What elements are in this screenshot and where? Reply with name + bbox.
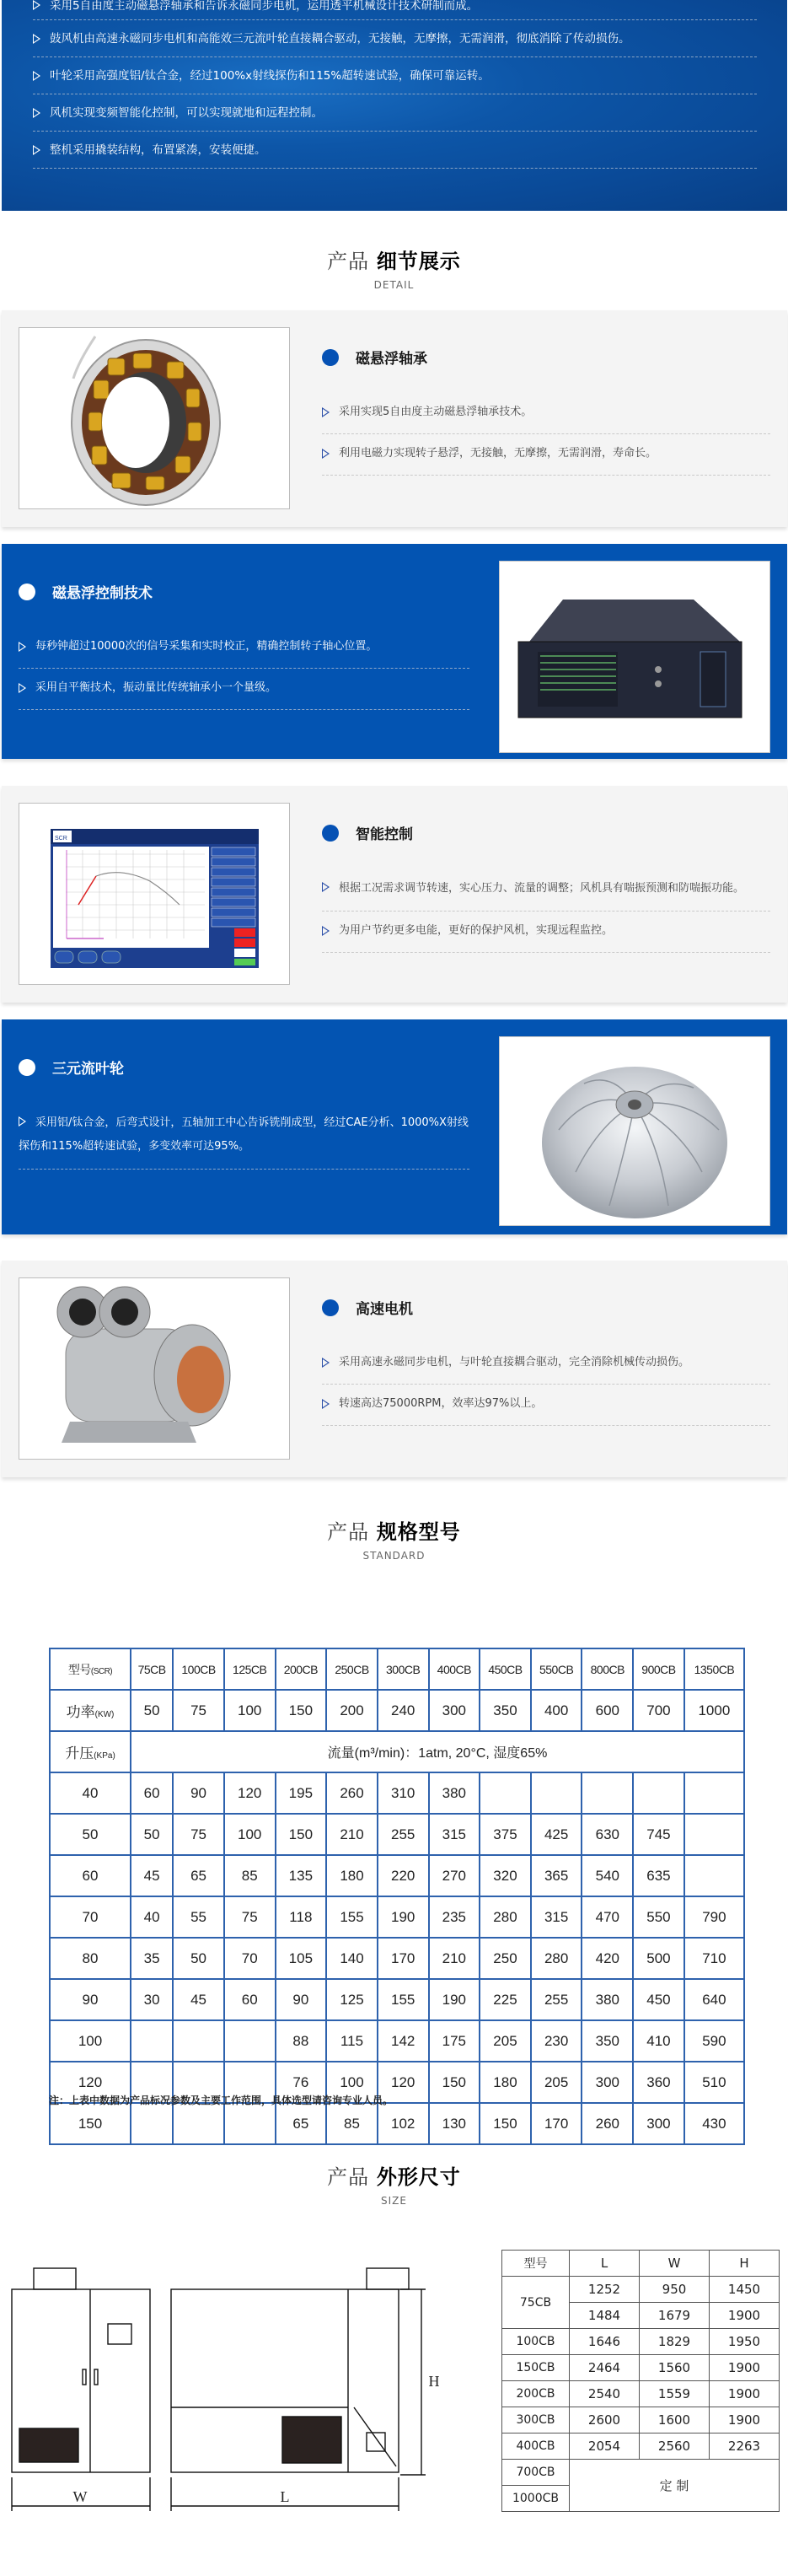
size-header-cell: W xyxy=(640,2251,710,2277)
power-cell: 400 xyxy=(531,1690,582,1731)
power-cell: 50 xyxy=(131,1690,173,1731)
detail-bullet: 根据工况需求调节转速，实心压力、流量的调整；风机具有喘振预测和防喘振功能。 xyxy=(322,869,770,912)
svg-text:SCR: SCR xyxy=(55,836,67,842)
flow-cell: 350 xyxy=(582,2020,633,2062)
flow-cell: 260 xyxy=(326,1772,378,1814)
flow-row xyxy=(50,2103,744,2144)
triangle-bullet-icon xyxy=(322,1358,330,1368)
size-table xyxy=(501,2250,780,2512)
heading-light: 产品 xyxy=(327,250,370,273)
flow-cell: 130 xyxy=(429,2103,480,2144)
detail-bullet: 每秒钟超过10000次的信号采集和实时校正，精确控制转子轴心位置。 xyxy=(19,627,469,669)
size-model-cell: 700CB xyxy=(502,2460,570,2486)
flow-cell: 175 xyxy=(429,2020,480,2062)
pressure-cell: 50 xyxy=(50,1814,131,1855)
detail-bullet: 采用高速永磁同步电机，与叶轮直接耦合驱动，完全消除机械传动损伤。 xyxy=(322,1343,770,1385)
triangle-bullet-icon xyxy=(33,108,40,118)
triangle-bullet-icon xyxy=(19,1116,26,1127)
flow-cell: 500 xyxy=(633,1938,684,1979)
pressure-cell: 150 xyxy=(50,2103,131,2144)
flow-cell: 315 xyxy=(429,1814,480,1855)
flow-cell xyxy=(684,1855,744,1896)
cabinet-illustration xyxy=(500,562,770,753)
model-cell: 100CB xyxy=(173,1648,224,1690)
feature-item: 叶轮采用高强度铝/钛合金，经过100%x射线探伤和115%超转速试验，确保可靠运转。 xyxy=(33,57,757,94)
detail-card-control-tech xyxy=(2,544,787,759)
magnetic-bearing-image xyxy=(19,327,290,509)
flow-cell: 230 xyxy=(531,2020,582,2062)
detail-section-heading xyxy=(0,245,788,291)
flow-cell xyxy=(531,1772,582,1814)
heading-subtitle: SIZE xyxy=(381,2195,407,2207)
detail-text xyxy=(322,822,770,953)
flow-cell: 210 xyxy=(326,1814,378,1855)
power-cell: 300 xyxy=(429,1690,480,1731)
dimension-drawing xyxy=(8,2260,480,2513)
flow-cell: 250 xyxy=(480,1938,531,1979)
flow-cell: 155 xyxy=(326,1896,378,1938)
flow-cell: 115 xyxy=(326,2020,378,2062)
size-row xyxy=(502,2433,780,2460)
flow-cell: 65 xyxy=(276,2103,327,2144)
triangle-bullet-icon xyxy=(33,34,40,44)
flow-row xyxy=(50,1896,744,1938)
flow-row xyxy=(50,1814,744,1855)
detail-text xyxy=(19,581,469,710)
size-model-cell: 75CB xyxy=(502,2277,570,2329)
model-cell: 400CB xyxy=(429,1648,480,1690)
detail-text xyxy=(322,1297,770,1426)
size-model-cell: 400CB xyxy=(502,2433,570,2460)
table-note: 注：上表中数据为产品标况参数及主要工作范围，具体选型请咨询专业人员。 xyxy=(49,2095,394,2106)
standard-section-heading xyxy=(0,1515,788,1562)
flow-cell: 210 xyxy=(429,1938,480,1979)
width-label: W xyxy=(72,2488,88,2505)
model-cell: 450CB xyxy=(480,1648,531,1690)
flow-cell: 135 xyxy=(276,1855,327,1896)
heading-subtitle: STANDARD xyxy=(362,1550,426,1562)
flow-cell: 380 xyxy=(582,1979,633,2020)
detail-title: 智能控制 xyxy=(356,826,413,843)
flow-row xyxy=(50,1772,744,1814)
detail-bullet: 转速高达75000RPM，效率达97%以上。 xyxy=(322,1385,770,1426)
flow-cell xyxy=(224,2020,276,2062)
power-cell: 1000 xyxy=(684,1690,744,1731)
flow-cell: 260 xyxy=(582,2103,633,2144)
flow-cell: 50 xyxy=(173,1938,224,1979)
detail-bullet: 为用户节约更多电能，更好的保护风机，实现远程监控。 xyxy=(322,912,770,953)
model-cell: 300CB xyxy=(378,1648,429,1690)
size-value-cell: 2560 xyxy=(640,2433,710,2460)
size-value-cell: 2054 xyxy=(570,2433,640,2460)
dot-icon xyxy=(19,583,35,600)
size-value-cell: 1484 xyxy=(570,2303,640,2329)
size-model-cell: 200CB xyxy=(502,2381,570,2407)
flow-cell: 150 xyxy=(276,1814,327,1855)
flow-cell: 55 xyxy=(173,1896,224,1938)
detail-title: 磁悬浮控制技术 xyxy=(52,585,153,602)
detail-bullet: 采用铝/钛合金，后弯式设计，五轴加工中心告诉铣削成型，经过CAE分析、1000%X射线探伤和115%超转速试验，多变效率可达95%。 xyxy=(19,1103,469,1170)
dot-icon xyxy=(322,1299,339,1316)
heading-light: 产品 xyxy=(327,1520,370,1544)
size-value-cell: 1600 xyxy=(640,2407,710,2433)
feature-item: 整机采用撬装结构，布置紧凑，安装便捷。 xyxy=(33,132,757,169)
flow-cell: 195 xyxy=(276,1772,327,1814)
size-value-cell: 950 xyxy=(640,2277,710,2303)
triangle-bullet-icon xyxy=(322,449,330,459)
model-row: 型号(SCR) 75CB 100CB 125CB 200CB 250CB 300CB 400CB 450CB 550CB 800CB 900CB 1350CB xyxy=(50,1648,744,1690)
model-cell: 800CB xyxy=(582,1648,633,1690)
power-cell: 350 xyxy=(480,1690,531,1731)
model-cell: 200CB xyxy=(276,1648,327,1690)
flow-cell: 60 xyxy=(131,1772,173,1814)
flow-cell: 205 xyxy=(480,2020,531,2062)
flow-header: 流量(m³/min)：1atm, 20°C, 湿度65% xyxy=(131,1731,744,1772)
flow-cell: 102 xyxy=(378,2103,429,2144)
flow-cell: 170 xyxy=(378,1938,429,1979)
flow-cell: 45 xyxy=(173,1979,224,2020)
flow-cell: 360 xyxy=(633,2062,684,2103)
flow-cell: 120 xyxy=(378,2062,429,2103)
power-cell: 200 xyxy=(326,1690,378,1731)
detail-bullet: 采用实现5自由度主动磁悬浮轴承技术。 xyxy=(322,393,770,434)
flow-cell: 180 xyxy=(480,2062,531,2103)
flow-cell: 100 xyxy=(326,2062,378,2103)
pressure-cell: 120 xyxy=(50,2062,131,2103)
flow-cell: 90 xyxy=(276,1979,327,2020)
flow-header-row: 升压(KPa) 流量(m³/min)：1atm, 20°C, 湿度65% xyxy=(50,1731,744,1772)
detail-bullet: 利用电磁力实现转子悬浮，无接触，无摩擦，无需润滑，寿命长。 xyxy=(322,434,770,476)
detail-title: 磁悬浮轴承 xyxy=(356,351,427,368)
power-cell: 75 xyxy=(173,1690,224,1731)
flow-cell xyxy=(684,1772,744,1814)
flow-cell: 40 xyxy=(131,1896,173,1938)
size-value-cell: 1900 xyxy=(710,2303,780,2329)
flow-cell: 280 xyxy=(480,1896,531,1938)
flow-cell: 75 xyxy=(224,1896,276,1938)
flow-cell: 320 xyxy=(480,1855,531,1896)
size-row xyxy=(502,2460,780,2486)
flow-cell: 640 xyxy=(684,1979,744,2020)
dot-icon xyxy=(19,1059,35,1076)
flow-cell: 540 xyxy=(582,1855,633,1896)
size-row xyxy=(502,2277,780,2303)
flow-cell: 118 xyxy=(276,1896,327,1938)
flow-cell: 220 xyxy=(378,1855,429,1896)
power-cell: 600 xyxy=(582,1690,633,1731)
flow-cell: 365 xyxy=(531,1855,582,1896)
size-value-cell: 2540 xyxy=(570,2381,640,2407)
motor-illustration xyxy=(19,1278,290,1460)
flow-cell: 90 xyxy=(173,1772,224,1814)
flow-cell xyxy=(173,2020,224,2062)
hmi-illustration xyxy=(19,804,290,985)
flow-cell: 630 xyxy=(582,1814,633,1855)
pressure-cell: 70 xyxy=(50,1896,131,1938)
flow-cell: 470 xyxy=(582,1896,633,1938)
flow-cell: 310 xyxy=(378,1772,429,1814)
power-row: 功率(KW) 50 75 100 150 200 240 300 350 400 600 700 1000 xyxy=(50,1690,744,1731)
power-cell: 240 xyxy=(378,1690,429,1731)
hmi-screen-image xyxy=(19,803,290,985)
model-cell: 250CB xyxy=(326,1648,378,1690)
flow-cell: 85 xyxy=(224,1855,276,1896)
flow-cell xyxy=(582,1772,633,1814)
custom-cell: 定 制 xyxy=(570,2460,780,2512)
dot-icon xyxy=(322,825,339,842)
dot-icon xyxy=(322,349,339,366)
size-model-cell: 150CB xyxy=(502,2355,570,2381)
size-value-cell: 1900 xyxy=(710,2381,780,2407)
size-value-cell: 1950 xyxy=(710,2329,780,2355)
flow-cell: 710 xyxy=(684,1938,744,1979)
flow-cell: 190 xyxy=(378,1896,429,1938)
flow-cell: 105 xyxy=(276,1938,327,1979)
heading-bold: 外形尺寸 xyxy=(376,2165,461,2189)
power-cell: 150 xyxy=(276,1690,327,1731)
flow-cell: 420 xyxy=(582,1938,633,1979)
flow-cell: 255 xyxy=(378,1814,429,1855)
size-value-cell: 1900 xyxy=(710,2355,780,2381)
feature-item: 采用5自由度主动磁悬浮轴承和告诉永磁同步电机，运用透平机械设计技术研制而成。 xyxy=(33,0,757,20)
flow-cell: 255 xyxy=(531,1979,582,2020)
size-header-cell: 型号 xyxy=(502,2251,570,2277)
triangle-bullet-icon xyxy=(19,683,26,693)
flow-cell xyxy=(684,1814,744,1855)
flow-cell xyxy=(131,2020,173,2062)
model-cell: 900CB xyxy=(633,1648,684,1690)
flow-cell: 635 xyxy=(633,1855,684,1896)
heading-subtitle: DETAIL xyxy=(373,279,415,291)
triangle-bullet-icon xyxy=(33,71,40,81)
size-value-cell: 1900 xyxy=(710,2407,780,2433)
detail-card-high-speed-motor xyxy=(2,1261,787,1477)
triangle-bullet-icon xyxy=(33,0,40,10)
motor-image xyxy=(19,1277,290,1460)
flow-cell: 88 xyxy=(276,2020,327,2062)
flow-cell: 270 xyxy=(429,1855,480,1896)
flow-cell: 235 xyxy=(429,1896,480,1938)
pressure-cell: 100 xyxy=(50,2020,131,2062)
pressure-cell: 40 xyxy=(50,1772,131,1814)
size-value-cell: 1559 xyxy=(640,2381,710,2407)
model-cell: 1350CB xyxy=(684,1648,744,1690)
flow-cell: 60 xyxy=(224,1979,276,2020)
flow-cell: 300 xyxy=(582,2062,633,2103)
feature-banner xyxy=(2,0,787,211)
power-cell: 700 xyxy=(633,1690,684,1731)
flow-cell: 140 xyxy=(326,1938,378,1979)
triangle-bullet-icon xyxy=(19,642,26,652)
flow-cell: 75 xyxy=(173,1814,224,1855)
flow-cell: 380 xyxy=(429,1772,480,1814)
size-header-row xyxy=(502,2251,780,2277)
flow-row xyxy=(50,1979,744,2020)
triangle-bullet-icon xyxy=(322,882,330,892)
flow-cell: 155 xyxy=(378,1979,429,2020)
detail-card-magnetic-bearing xyxy=(2,310,787,527)
flow-cell: 450 xyxy=(633,1979,684,2020)
impeller-image xyxy=(499,1036,770,1226)
length-label: L xyxy=(280,2488,290,2505)
flow-cell: 150 xyxy=(429,2062,480,2103)
triangle-bullet-icon xyxy=(322,407,330,417)
flow-cell: 190 xyxy=(429,1979,480,2020)
flow-cell: 45 xyxy=(131,1855,173,1896)
model-cell: 75CB xyxy=(131,1648,173,1690)
flow-cell: 65 xyxy=(173,1855,224,1896)
flow-cell: 425 xyxy=(531,1814,582,1855)
heading-bold: 细节展示 xyxy=(376,250,461,273)
model-cell: 125CB xyxy=(224,1648,276,1690)
flow-row xyxy=(50,1938,744,1979)
flow-cell: 225 xyxy=(480,1979,531,2020)
flow-cell xyxy=(173,2103,224,2144)
detail-bullet: 采用自平衡技术，振动量比传统轴承小一个量级。 xyxy=(19,669,469,710)
flow-cell: 550 xyxy=(633,1896,684,1938)
flow-row xyxy=(50,1855,744,1896)
detail-title: 高速电机 xyxy=(356,1301,413,1318)
detail-card-impeller xyxy=(2,1019,787,1234)
flow-row xyxy=(50,2020,744,2062)
flow-cell xyxy=(480,1772,531,1814)
size-header-cell: H xyxy=(710,2251,780,2277)
model-cell: 550CB xyxy=(531,1648,582,1690)
size-value-cell: 2464 xyxy=(570,2355,640,2381)
size-value-cell: 1560 xyxy=(640,2355,710,2381)
triangle-bullet-icon xyxy=(33,145,40,155)
flow-cell: 142 xyxy=(378,2020,429,2062)
flow-cell xyxy=(633,1772,684,1814)
triangle-bullet-icon xyxy=(322,1399,330,1409)
size-value-cell: 1646 xyxy=(570,2329,640,2355)
power-cell: 100 xyxy=(224,1690,276,1731)
impeller-illustration xyxy=(500,1037,770,1226)
flow-cell: 76 xyxy=(276,2062,327,2103)
size-model-cell: 100CB xyxy=(502,2329,570,2355)
flow-cell: 315 xyxy=(531,1896,582,1938)
feature-list xyxy=(2,0,787,169)
detail-text xyxy=(322,347,770,476)
size-value-cell: 1679 xyxy=(640,2303,710,2329)
flow-cell: 35 xyxy=(131,1938,173,1979)
flow-cell: 510 xyxy=(684,2062,744,2103)
flow-cell: 120 xyxy=(224,1772,276,1814)
control-cabinet-image xyxy=(499,561,770,753)
pressure-cell: 60 xyxy=(50,1855,131,1896)
heading-bold: 规格型号 xyxy=(376,1520,461,1544)
flow-cell: 205 xyxy=(531,2062,582,2103)
detail-card-smart-control xyxy=(2,786,787,1003)
flow-cell: 300 xyxy=(633,2103,684,2144)
bearing-illustration xyxy=(19,328,290,509)
pressure-cell: 80 xyxy=(50,1938,131,1979)
flow-cell: 375 xyxy=(480,1814,531,1855)
flow-cell: 790 xyxy=(684,1896,744,1938)
flow-cell: 85 xyxy=(326,2103,378,2144)
size-row xyxy=(502,2381,780,2407)
flow-cell: 430 xyxy=(684,2103,744,2144)
size-value-cell: 1450 xyxy=(710,2277,780,2303)
size-value-cell: 2600 xyxy=(570,2407,640,2433)
feature-item: 风机实现变频智能化控制，可以实现就地和远程控制。 xyxy=(33,94,757,132)
triangle-bullet-icon xyxy=(322,926,330,936)
flow-cell: 280 xyxy=(531,1938,582,1979)
spec-table xyxy=(49,1648,745,2145)
feature-item: 鼓风机由高速永磁同步电机和高能效三元流叶轮直接耦合驱动，无接触，无摩擦，无需润滑，彻底消除了传动损伤。 xyxy=(33,20,757,57)
size-row xyxy=(502,2355,780,2381)
size-value-cell: 2263 xyxy=(710,2433,780,2460)
size-value-cell: 1252 xyxy=(570,2277,640,2303)
heading-light: 产品 xyxy=(327,2165,370,2189)
pressure-cell: 90 xyxy=(50,1979,131,2020)
detail-text xyxy=(19,1057,469,1170)
size-model-cell: 1000CB xyxy=(502,2486,570,2512)
flow-cell: 590 xyxy=(684,2020,744,2062)
flow-cell: 70 xyxy=(224,1938,276,1979)
flow-cell: 150 xyxy=(480,2103,531,2144)
size-section-heading xyxy=(0,2160,788,2207)
size-header-cell: L xyxy=(570,2251,640,2277)
flow-cell: 170 xyxy=(531,2103,582,2144)
flow-cell: 30 xyxy=(131,1979,173,2020)
flow-cell: 50 xyxy=(131,1814,173,1855)
size-model-cell: 300CB xyxy=(502,2407,570,2433)
flow-cell: 745 xyxy=(633,1814,684,1855)
flow-cell xyxy=(224,2103,276,2144)
size-value-cell: 1829 xyxy=(640,2329,710,2355)
size-row xyxy=(502,2329,780,2355)
flow-cell: 410 xyxy=(633,2020,684,2062)
flow-cell: 180 xyxy=(326,1855,378,1896)
flow-cell: 125 xyxy=(326,1979,378,2020)
flow-cell: 100 xyxy=(224,1814,276,1855)
height-label: H xyxy=(428,2373,440,2390)
flow-cell xyxy=(131,2103,173,2144)
detail-title: 三元流叶轮 xyxy=(52,1061,124,1078)
size-row xyxy=(502,2407,780,2433)
